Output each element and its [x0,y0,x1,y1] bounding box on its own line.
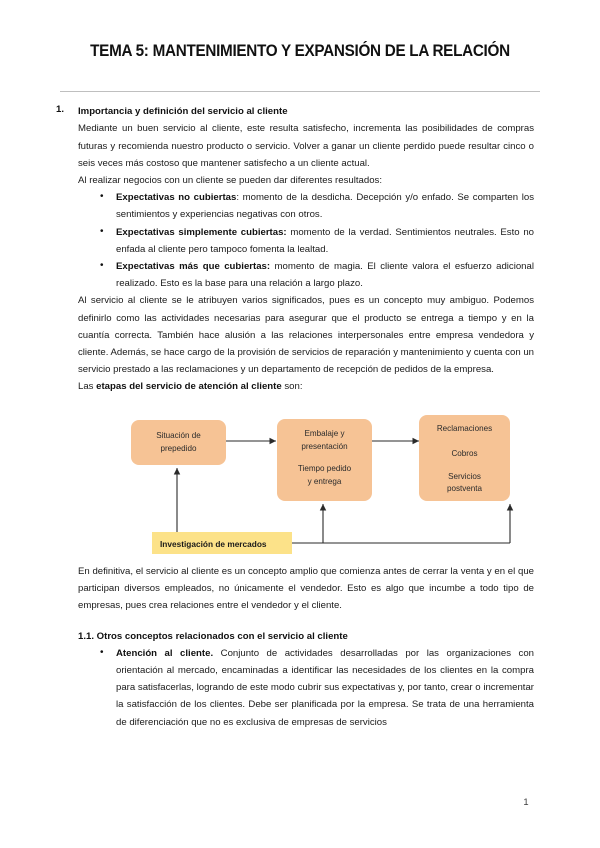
diagram-node-prepedido-line-1: Situación de [156,431,201,440]
related-concepts-list [78,645,534,731]
section-1-number: 1. [56,104,65,115]
page-number: 1 [523,796,529,807]
page-title: TEMA 5: MANTENIMIENTO Y EXPANSIÓN DE LA RELACIÓN [90,42,510,60]
diagram-node-embalaje-line-3: Tiempo pedido [297,464,352,473]
list-item-label: Expectativas simplemente cubiertas: [116,226,287,238]
expectations-list [78,189,534,292]
diagram-node-postventa-line-4: postventa [446,484,483,493]
diagram-node-investigacion-label: Investigación de mercados [160,539,267,549]
list-item [100,224,534,258]
stages-lead-in [78,378,534,395]
diagram-node-postventa-line-2: Cobros [451,449,478,458]
header-divider [60,91,540,92]
stages-lead-bold: etapas del servicio de atención al cliente [96,381,282,393]
diagram-node-embalaje-line-4: y entrega [307,477,342,486]
section-1-paragraph-4: En definitiva, el servicio al cliente es un concepto amplio que comienza antes de cerrar la venta y en el que participan diversos empleados, no únicamente el vendedor. Esto es algo que incumbe a todo tipo de empresas, pues crea relaciones entre el vendedor y el cliente. [78,566,534,612]
service-stages-diagram [110,412,530,562]
diagram-node-embalaje-line-1: Embalaje y [304,429,345,438]
stages-lead-suffix: son: [281,381,303,393]
list-item-label: Atención al cliente. [116,647,214,659]
section-1-paragraph-3: Al servicio al cliente se le atribuyen varios significados, pues es un concepto muy ambiguo. Podemos definirlo como las actividades necesarias para asegurar que el producto se entrega a tiempo y en la cuantía correcta. También hace alusión a las relaciones interpersonales entre empresa vendedora y cliente. Además, se hace cargo de la provisión de servicios de reparación y mantenimiento y cuenta con un servicio prestado a las reclamaciones y un departamento de recepción de pedidos de la empresa. [78,295,534,376]
diagram-node-embalaje-line-2: presentación [301,442,348,451]
document-body-lower [52,563,534,731]
section-1-paragraph-1: Mediante un buen servicio al cliente, este resulta satisfecho, incrementa las posibilidades de compras futuras y recomienda nuestro producto o servicio. Volver a ganar un cliente perdido puede resultar cinco o seis veces más costoso que mantener satisfecho a un cliente actual. [78,123,534,169]
section-1-1-heading: 1.1. Otros conceptos relacionados con el servicio al cliente [78,630,348,642]
section-1-paragraph-2: Al realizar negocios con un cliente se pueden dar diferentes resultados: [78,174,382,186]
list-item [100,189,534,223]
list-item-text: momento de magia. El cliente valora el esfuerzo adicional realizado. Esto es la base para una relación a largo plazo. [116,260,534,290]
list-item-text: : momento de la desdicha. Decepción y/o enfado. Se comparten los sentimientos y experiencias negativas con otros. [116,192,534,221]
list-item-label: Expectativas no cubiertas [116,192,237,204]
stages-lead-prefix: Las [78,381,97,393]
diagram-node-postventa-line-3: Servicios [448,472,481,481]
diagram-node-postventa-line-1: Reclamaciones [436,424,493,433]
list-item [100,258,534,292]
section-1 [52,104,534,396]
diagram-node-prepedido-line-2: prepedido [160,444,197,453]
list-item-label: Expectativas más que cubiertas: [116,260,271,272]
list-item-text: Conjunto de actividades desarrolladas por las organizaciones con orientación al mercado, encaminadas a identificar las necesidades de los clientes en la compra para satisfacerlas, logrando de este modo cubrir sus expectativas y, por tanto, crear o incrementar la satisfacción de los clientes. Debe ser planificada por la empresa. Se trata de una herramienta de diferenciación que no es exclusiva de empresas de servicios [116,647,534,728]
list-item [100,645,534,731]
document-body [52,104,534,396]
diagram-node-prepedido [131,420,226,465]
section-1-heading: Importancia y definición del servicio al cliente [78,106,288,117]
list-item-text: momento de la verdad. Sentimientos neutrales. Esto no enfada al cliente pero tampoco fomenta la lealtad. [116,226,534,255]
